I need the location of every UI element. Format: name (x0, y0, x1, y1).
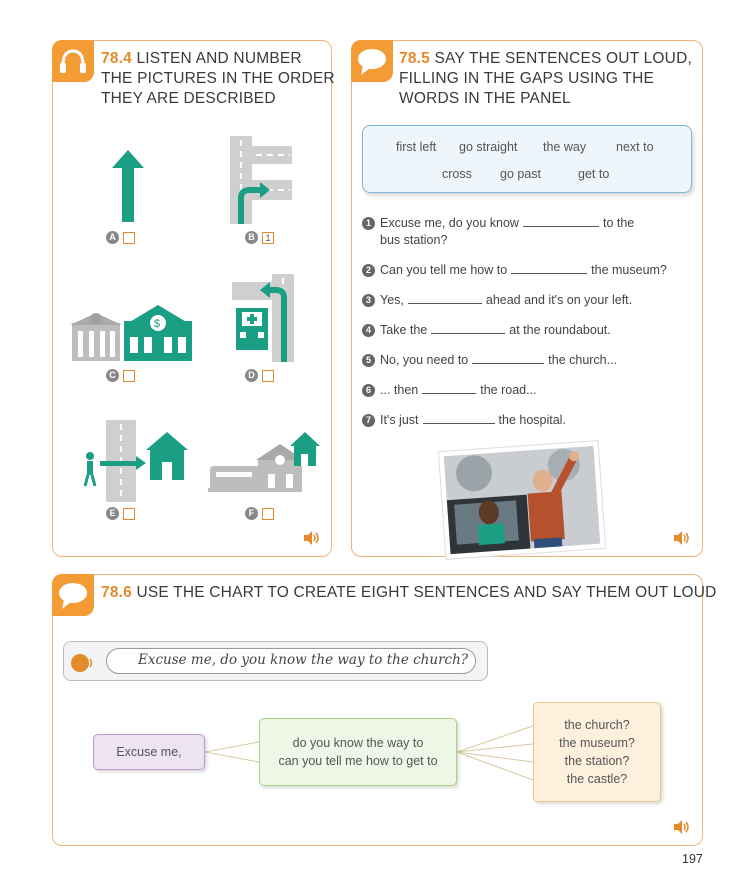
chart-col3-item: the station? (564, 754, 630, 768)
chart-col3-item: the museum? (559, 736, 635, 750)
caption-a: A (106, 231, 135, 244)
caption-d: D (245, 369, 274, 382)
gap-2[interactable] (511, 262, 587, 274)
headphones-badge (52, 40, 94, 82)
headphones-icon (52, 40, 94, 82)
picture-c-museum-bank (70, 305, 194, 363)
answer-box-c[interactable] (123, 370, 135, 382)
word-next-to: next to (616, 140, 654, 154)
sentence-7: 7 It's just the hospital. (362, 412, 566, 429)
caption-c: C (106, 369, 135, 382)
chart-col-1 (93, 734, 205, 770)
exercise-78-5-title: 78.5 SAY THE SENTENCES OUT LOUD, FILLING IN THE GAPS USING THE WORDS IN THE PANEL (399, 50, 692, 107)
chart-col2-item: can you tell me how to get to (278, 754, 438, 768)
picture-b-turn-right (230, 136, 292, 224)
speech-bubble-icon (52, 574, 94, 616)
chart-col3-item: the church? (564, 718, 630, 732)
word-go-past: go past (500, 167, 542, 181)
speech-bubble-icon (351, 40, 393, 82)
chart-col-3 (533, 702, 661, 802)
directions-photo (436, 440, 608, 560)
speaker-icon[interactable] (304, 531, 322, 545)
chart-col-2 (259, 718, 457, 786)
word-get-to: get to (578, 167, 610, 181)
gap-4[interactable] (431, 322, 505, 334)
chart-col1-item: Excuse me, (116, 745, 182, 759)
gap-3[interactable] (408, 292, 482, 304)
speaker-icon[interactable] (674, 531, 692, 545)
answer-box-b[interactable]: 1 (262, 232, 274, 244)
sentence-2: 2 Can you tell me how to the museum? (362, 262, 667, 279)
caption-b: B 1 (245, 231, 274, 244)
svg-text:$: $ (154, 318, 161, 330)
caption-f: F (245, 507, 274, 520)
answer-box-f[interactable] (262, 508, 274, 520)
example-sentence: Excuse me, do you know the way to the church? (138, 652, 469, 668)
speech-badge (52, 574, 94, 616)
picture-d-hospital-turn (232, 274, 294, 362)
chart-col2-item: do you know the way to (292, 736, 424, 750)
sentence-3: 3 Yes, ahead and it's on your left. (362, 292, 632, 309)
sentence-6: 6 ... then the road... (362, 382, 537, 399)
answer-box-e[interactable] (123, 508, 135, 520)
exercise-78-4-title: 78.4 LISTEN AND NUMBER THE PICTURES IN THE ORDER THEY ARE DESCRIBED (101, 50, 335, 107)
word-the-way: the way (543, 140, 587, 154)
gap-5[interactable] (472, 352, 544, 364)
speaking-head-icon (70, 652, 98, 674)
answer-box-a[interactable] (123, 232, 135, 244)
sentence-1: 1 Excuse me, do you know to the bus station? (362, 215, 634, 249)
sentence-5: 5 No, you need to the church... (362, 352, 617, 369)
gap-1[interactable] (523, 215, 599, 227)
gap-7[interactable] (423, 412, 495, 424)
answer-box-d[interactable] (262, 370, 274, 382)
word-go-straight: go straight (459, 140, 518, 154)
picture-a-straight-arrow (110, 148, 146, 224)
caption-e: E (106, 507, 135, 520)
word-cross: cross (442, 167, 472, 181)
page-number: 197 (682, 852, 703, 866)
picture-f-station-house (208, 430, 320, 500)
speaker-icon[interactable] (674, 820, 692, 834)
sentence-4: 4 Take the at the roundabout. (362, 322, 611, 339)
gap-6[interactable] (422, 382, 476, 394)
word-first-left: first left (396, 140, 437, 154)
word-panel (362, 125, 692, 193)
chart-col3-item: the castle? (566, 772, 628, 786)
speech-badge (351, 40, 393, 82)
picture-e-cross-road (82, 420, 188, 502)
exercise-78-6-title: 78.6 USE THE CHART TO CREATE EIGHT SENTENCES AND SAY THEM OUT LOUD (101, 584, 717, 601)
